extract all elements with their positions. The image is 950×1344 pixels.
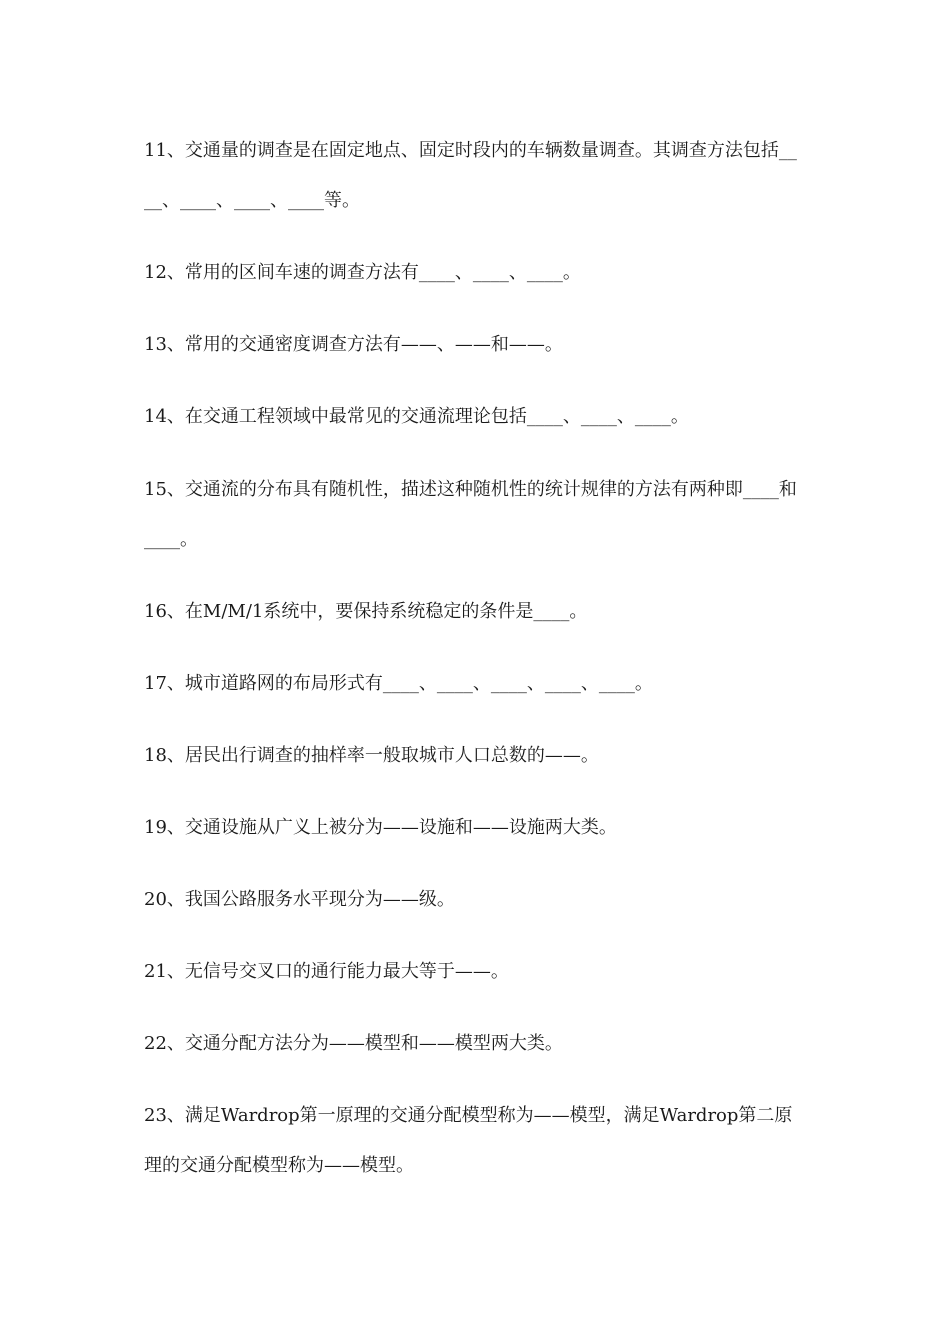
question-13: 13、常用的交通密度调查方法有——、——和——。 (144, 334, 563, 355)
question-20: 20、我国公路服务水平现分为——级。 (144, 889, 455, 910)
question-17: 17、城市道路网的布局形式有____、____、____、____、____。 (144, 673, 653, 694)
question-12: 12、常用的区间车速的调查方法有____、____、____。 (144, 262, 581, 283)
question-16: 16、在M/M/1系统中，要保持系统稳定的条件是____。 (144, 601, 588, 622)
question-22: 22、交通分配方法分为——模型和——模型两大类。 (144, 1033, 563, 1054)
question-18: 18、居民出行调查的抽样率一般取城市人口总数的——。 (144, 745, 599, 766)
question-11: 11、交通量的调查是在固定地点、固定时段内的车辆数量调查。其调查方法包括____、____、____、____等。 (144, 140, 797, 211)
question-14: 14、在交通工程领域中最常见的交通流理论包括____、____、____。 (144, 406, 689, 427)
question-15: 15、交通流的分布具有随机性，描述这种随机性的统计规律的方法有两种即____和____。 (144, 479, 797, 550)
question-21: 21、无信号交叉口的通行能力最大等于——。 (144, 961, 509, 982)
question-23: 23、满足Wardrop第一原理的交通分配模型称为——模型，满足Wardrop第二原理的交通分配模型称为——模型。 (144, 1105, 793, 1176)
question-19: 19、交通设施从广义上被分为——设施和——设施两大类。 (144, 817, 617, 838)
